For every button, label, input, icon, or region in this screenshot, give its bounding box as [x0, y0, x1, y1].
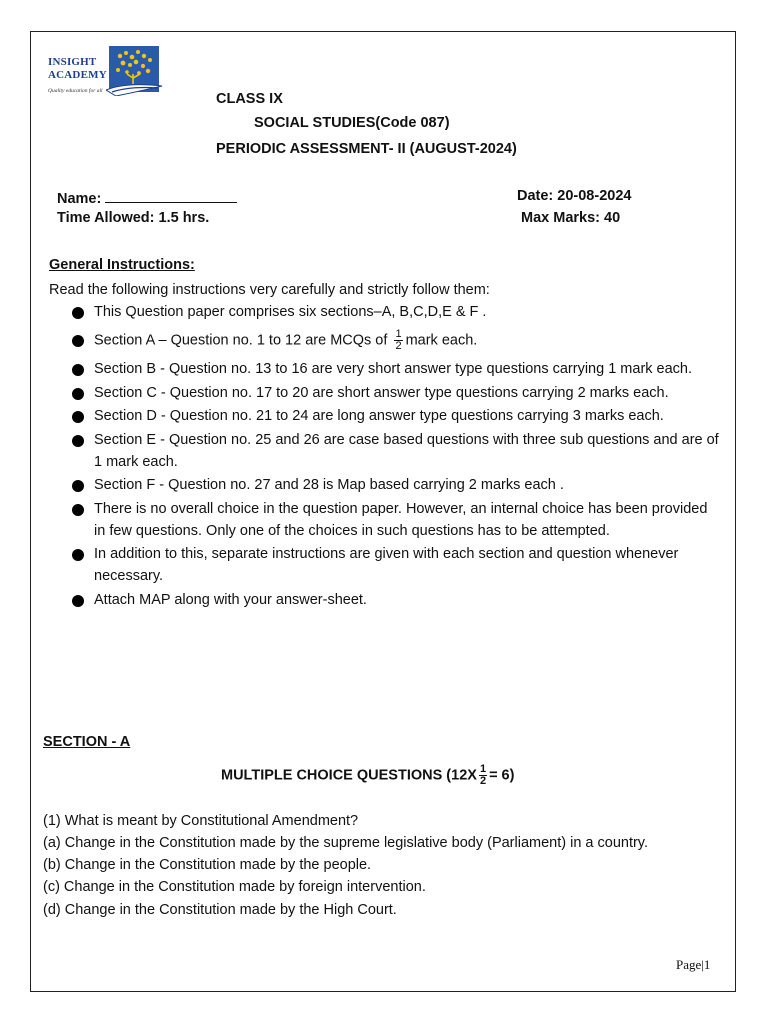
class-title: CLASS IX: [216, 91, 283, 107]
instruction-text: Section E - Question no. 25 and 26 are case based questions with three sub questions and are of 1 mark each.: [94, 431, 719, 470]
page-number: Page|1: [676, 957, 711, 972]
assessment-title: PERIODIC ASSESSMENT- II (AUGUST-2024): [216, 141, 517, 157]
bullet-icon: [72, 435, 84, 447]
instruction-text: There is no overall choice in the question paper. However, an internal choice has been provided in few questions. Only one of the choices in such questions has to be attempted.: [94, 500, 708, 539]
logo-wordmark: [48, 56, 107, 82]
list-item: [72, 498, 722, 542]
question-1-option-d: (d) Change in the Constitution made by the High Court.: [43, 902, 397, 918]
mcq-title-prefix: MULTIPLE CHOICE QUESTIONS (12X: [221, 767, 477, 784]
bullet-icon: [72, 595, 84, 607]
bullet-icon: [72, 480, 84, 492]
fraction-denominator: 2: [395, 340, 402, 352]
instruction-text: In addition to this, separate instructions are given with each section and question whenever necessary.: [94, 546, 679, 584]
instructions-list: [72, 301, 722, 612]
list-item: [72, 405, 722, 427]
list-item: [72, 382, 722, 404]
mcq-title: [221, 764, 514, 787]
date-label: Date: 20-08-2024: [517, 188, 632, 204]
name-field[interactable]: [57, 188, 237, 207]
tree-emblem-icon: [106, 44, 164, 96]
question-1-option-a: (a) Change in the Constitution made by the supreme legislative body (Parliament) in a country.: [43, 835, 649, 851]
bullet-icon: [72, 411, 84, 423]
bullet-icon: [72, 307, 84, 319]
instructions-heading: General Instructions:: [49, 257, 195, 273]
fraction-denominator: 2: [479, 775, 487, 787]
list-item: [72, 301, 722, 323]
half-fraction: [479, 764, 487, 787]
list-item: [72, 589, 722, 611]
section-a-heading: SECTION - A: [43, 734, 131, 750]
instruction-text: Section C - Question no. 17 to 20 are short answer type questions carrying 2 marks each.: [94, 384, 669, 401]
list-item: [72, 358, 722, 380]
question-1-stem: (1) What is meant by Constitutional Amendment?: [43, 813, 359, 829]
logo-line-2: ACADEMY: [48, 69, 107, 81]
instruction-text: Section F - Question no. 27 and 28 is Map based carrying 2 marks each .: [94, 477, 564, 493]
half-fraction: [394, 329, 402, 352]
fraction-numerator: 1: [395, 328, 402, 340]
bullet-icon: [72, 504, 84, 516]
instructions-intro: Read the following instructions very carefully and strictly follow them:: [49, 282, 490, 298]
instruction-text-suffix: mark each.: [405, 332, 478, 349]
list-item: [72, 329, 722, 352]
instruction-text: Section D - Question no. 21 to 24 are long answer type questions carrying 3 marks each.: [94, 408, 664, 424]
logo-line-1: INSIGHT: [48, 56, 97, 68]
list-item: [72, 429, 722, 473]
bullet-icon: [72, 549, 84, 561]
name-label: Name:: [57, 191, 102, 207]
subject-title: SOCIAL STUDIES(Code 087): [254, 115, 450, 131]
instruction-text: Section B - Question no. 13 to 16 are very short answer type questions carrying 1 mark each.: [94, 361, 693, 377]
mcq-title-suffix: = 6): [489, 767, 515, 784]
name-blank-line[interactable]: [105, 188, 237, 203]
bullet-icon: [72, 335, 84, 347]
instruction-text: Attach MAP along with your answer-sheet.: [94, 591, 367, 608]
instruction-text: Section A – Question no. 1 to 12 are MCQs of: [94, 332, 388, 349]
logo-tagline: Quality education for all: [48, 88, 103, 94]
question-1-option-c: (c) Change in the Constitution made by foreign intervention.: [43, 879, 426, 895]
time-allowed-label: Time Allowed: 1.5 hrs.: [57, 210, 210, 226]
question-1-option-b: (b) Change in the Constitution made by the people.: [43, 857, 372, 873]
list-item: [72, 474, 722, 496]
list-item: [72, 543, 722, 587]
bullet-icon: [72, 364, 84, 376]
insight-academy-logo: [48, 44, 164, 100]
max-marks-label: Max Marks: 40: [521, 210, 621, 226]
instruction-text: This Question paper comprises six sections–A, B,C,D,E & F .: [94, 304, 487, 320]
bullet-icon: [72, 388, 84, 400]
fraction-numerator: 1: [479, 763, 487, 775]
